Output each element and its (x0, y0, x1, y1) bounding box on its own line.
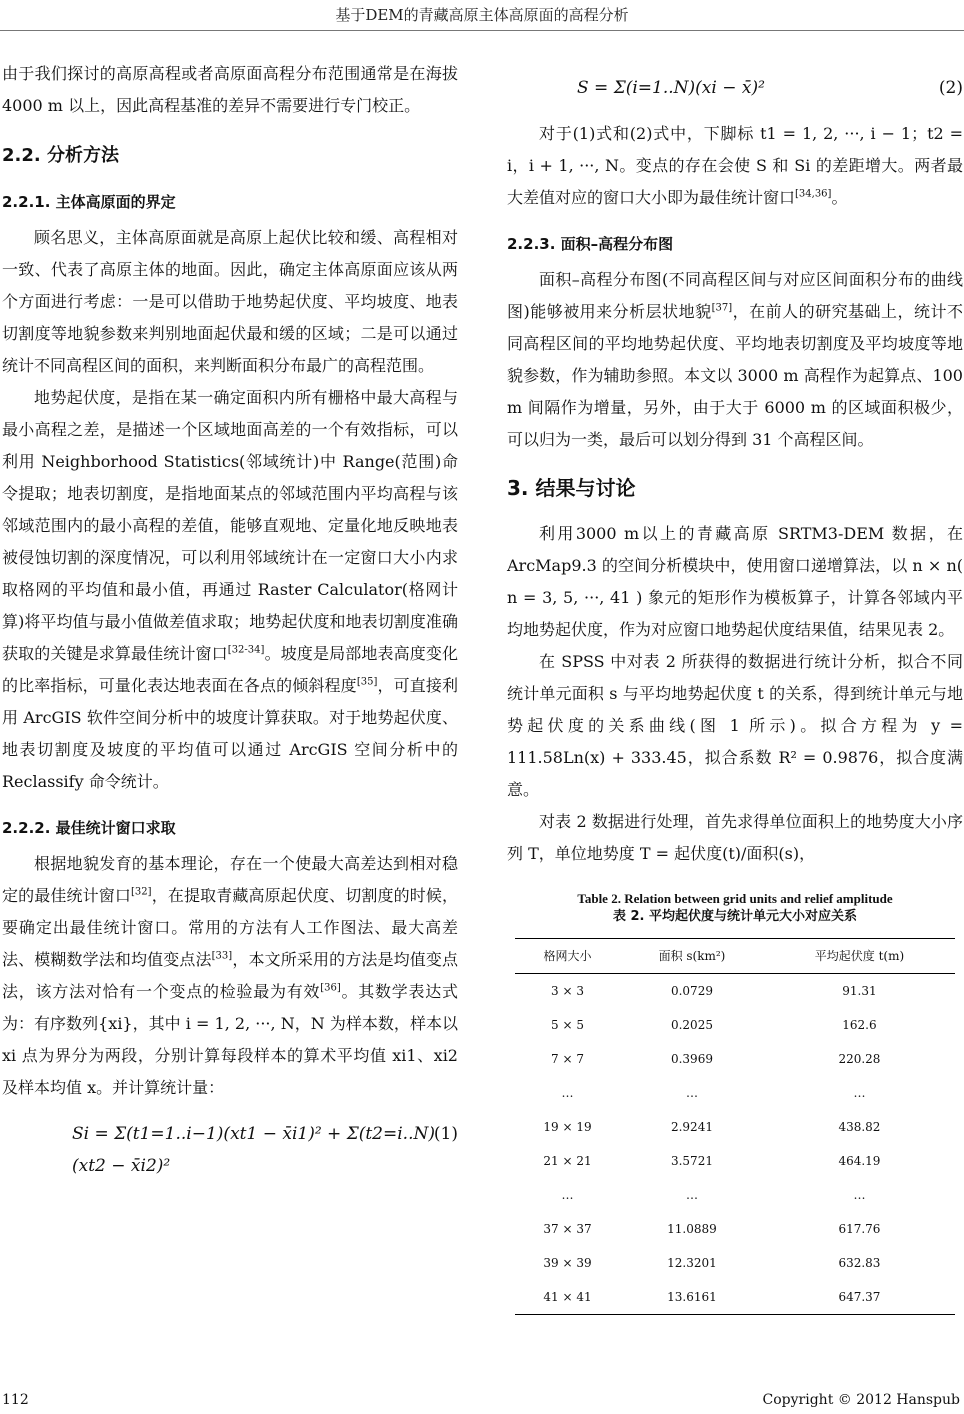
citation-32: [32] (131, 886, 152, 898)
table-cell: 162.6 (842, 1018, 877, 1032)
table-row (515, 1280, 955, 1315)
paragraph-relief-amplitude (2, 382, 458, 798)
section-3-heading: 3. 结果与讨论 (507, 476, 636, 500)
formula-1-expression: Si = Σ(t1=1..i−1)(xt1 − x̄i1)² + Σ(t2=i..N)(xt2 − x̄i2)² (72, 1124, 435, 1176)
table-cell: 438.82 (838, 1120, 881, 1134)
window-text-d: 。其数学表达式为：有序数列{xi}，其中 i = 1, 2, ···, N，N 为样本数，样本以 xi 点为界分为两段，分别计算每段样本的算术平均值 xi1、xi2 及样本均值 x。并计算统计量： (2, 982, 458, 1097)
table-row (515, 974, 955, 1009)
table-row (515, 1076, 955, 1110)
page-number: 112 (2, 1392, 29, 1408)
table-cell: 0.2025 (670, 1018, 713, 1032)
paragraph-spss-fit: 在 SPSS 中对表 2 所获得的数据进行统计分析，拟合不同统计单元面积 s 与平均地势起伏度 t 的关系，得到统计单元与地势起伏度的关系曲线(图 1 所示)。拟合方程为 y = 111.58Ln(x) + 333.45，拟合系数 R² = 0.9876，拟合度满意。 (507, 652, 963, 799)
relief-table (515, 938, 955, 1315)
running-title: 基于DEM的青藏高原主体高原面的高程分析 (335, 6, 629, 24)
table-cell: … (685, 1188, 698, 1202)
table-cell: … (853, 1188, 866, 1202)
table-cell: … (685, 1086, 698, 1100)
table-cell: 37 × 37 (543, 1222, 592, 1236)
paragraph-unit-relief: 对表 2 数据进行处理，首先求得单位面积上的地势度大小序列 T，单位地势度 T = 起伏度(t)/面积(s)， (507, 812, 963, 863)
table-cell: 41 × 41 (543, 1290, 592, 1304)
table-cell: … (561, 1188, 574, 1202)
table-cell: 632.83 (838, 1256, 881, 1270)
table-2-caption-cn: 表 2. 平均起伏度与统计单元大小对应关系 (612, 909, 858, 924)
formula-2-expression: S = Σ(i=1..N)(xi − x̄)² (577, 78, 765, 98)
table-cell: 464.19 (838, 1154, 881, 1168)
table-row (515, 1144, 955, 1178)
section-2-2-1-heading: 2.2.1. 主体高原面的界定 (2, 193, 176, 211)
header-rule (0, 30, 964, 31)
window-text-a: 根据地貌发育的基本理论，存在一个使最大高差达到相对稳定的最佳统计窗口 (2, 854, 458, 905)
table-cell: 2.9241 (670, 1120, 713, 1134)
table-row (515, 1008, 955, 1042)
table-cell: 5 × 5 (551, 1018, 584, 1032)
table-cell: 39 × 39 (543, 1256, 592, 1270)
window-text-c: ，本文所采用的方法是均值变点法，该方法对恰有一个变点的检验最为有效 (2, 950, 458, 1001)
relief-text-b: 。坡度是局部地表高度变化的比率指标，可量化表达地表面在各点的倾斜程度 (2, 644, 458, 695)
header-grid-size: 格网大小 (543, 949, 592, 963)
intro-paragraph: 由于我们探讨的高原高程或者高原面高程分布范围通常是在海拔 4000 m 以上，因此高程基准的差异不需要进行专门校正。 (2, 64, 458, 115)
window-text-b: ，在提取青藏高原起伏度、切割度的时候，要确定出最佳统计窗口。常用的方法有人工作图法、最大高差法、模糊数学法和均值变点法 (2, 886, 458, 969)
table-cell: 19 × 19 (543, 1120, 592, 1134)
table-cell: 3.5721 (670, 1154, 713, 1168)
area-text-a: 面积–高程分布图(不同高程区间与对应区间面积分布的曲线图)能够被用来分析层状地貌 (507, 270, 963, 321)
formula-2-number: (2) (938, 78, 963, 98)
table-cell: 12.3201 (667, 1256, 717, 1270)
table-2 (507, 890, 963, 1315)
relief-text-c: ，可直接利用 ArcGIS 软件空间分析中的坡度计算获取。对于地势起伏度、地表切割度及坡度的平均值可以通过 ArcGIS 空间分析中的 Reclassify 命令统计。 (2, 676, 458, 791)
table-2-caption-en: Table 2. Relation between grid units and relief amplitude (577, 891, 893, 906)
table-row (515, 1212, 955, 1246)
table-cell: 3 × 3 (551, 984, 584, 998)
table-row (515, 1246, 955, 1280)
table-cell: … (561, 1086, 574, 1100)
table-cell: 11.0889 (667, 1222, 717, 1236)
table-cell: 91.31 (842, 984, 877, 998)
table-row (515, 1178, 955, 1212)
paragraph-area-elevation (507, 264, 963, 456)
formula-1 (2, 1104, 458, 1176)
table-header-row (515, 939, 955, 974)
paragraph-subscript-explanation (507, 118, 963, 214)
table-cell: 13.6161 (667, 1290, 717, 1304)
citation-36: [36] (320, 982, 341, 994)
left-column (2, 58, 458, 1176)
table-cell: 617.76 (838, 1222, 881, 1236)
header-relief: 平均起伏度 t(m) (814, 949, 905, 963)
section-2-2-2-heading: 2.2.2. 最佳统计窗口求取 (2, 819, 176, 837)
subscript-text: 对于(1)式和(2)式中，下脚标 t1 = 1, 2, ···, i − 1；t2 = i，i + 1, ···, N。变点的存在会使 S 和 Si 的差距增大。两者最大差值对应的窗口大小即为最佳统计窗口 (507, 124, 963, 207)
paragraph-optimal-window (2, 848, 458, 1104)
subscript-text-end: 。 (831, 188, 848, 207)
area-text-b: ，在前人的研究基础上，统计不同高程区间的平均地势起伏度、平均地表切割度及平均坡度等地貌参数，作为辅助参照。本文以 3000 m 高程作为起算点、100 m 间隔作为增量，另外，由于大于 6000 m 的区域面积极少，可以归为一类，最后可以划分得到 31 个高程区间。 (507, 302, 963, 449)
table-cell: 220.28 (838, 1052, 881, 1066)
formula-1-number: (1) (433, 1124, 458, 1144)
paragraph-plateau-definition: 顾名思义，主体高原面就是高原上起伏比较和缓、高程相对一致、代表了高原主体的地面。因此，确定主体高原面应该从两个方面进行考虑：一是可以借助于地势起伏度、平均坡度、地表切割度等地貌参数来判别地面起伏最和缓的区域；二是可以通过统计不同高程区间的面积，来判断面积分布最广的高程范围。 (2, 228, 458, 375)
citation-37: [37] (711, 302, 733, 314)
table-cell: 647.37 (838, 1290, 881, 1304)
table-cell: 0.0729 (670, 984, 713, 998)
citation-32-34: [32-34] (227, 644, 265, 656)
citation-35: [35] (356, 676, 378, 688)
paragraph-results-method: 利用3000 m以上的青藏高原 SRTM3-DEM 数据，在 ArcMap9.3 的空间分析模块中，使用窗口递增算法，以 n × n( n = 3, 5, ···, 41 ) 象元的矩形作为模板算子，计算各邻域内平均地势起伏度，作为对应窗口地势起伏度结果值，结果见表 2。 (507, 524, 963, 639)
header-area: 面积 s(km²) (658, 949, 726, 963)
formula-2 (507, 58, 963, 118)
citation-33: [33] (211, 950, 233, 962)
table-row (515, 1042, 955, 1076)
right-column (507, 58, 963, 1315)
table-cell: 21 × 21 (543, 1154, 592, 1168)
copyright: Copyright © 2012 Hanspub (762, 1392, 960, 1408)
table-row (515, 1110, 955, 1144)
table-cell: … (853, 1086, 866, 1100)
table-cell: 0.3969 (670, 1052, 713, 1066)
table-cell: 7 × 7 (551, 1052, 584, 1066)
relief-text-a: 地势起伏度，是指在某一确定面积内所有栅格中最大高程与最小高程之差，是描述一个区域地面高差的一个有效指标，可以利用 Neighborhood Statistics(邻域统计)中 Range(范围)命令提取；地表切割度，是指地面某点的邻域范围内平均高程与该邻域范围内的最小高程的差值，能够直观地、定量化地反映地表被侵蚀切割的深度情况，可以利用邻域统计在一定窗口大小内求取格网的平均值和最小值，再通过 Raster Calculator(格网计算)将平均值与最小值做差值求取；地势起伏度和地表切割度准确获取的关键是求算最佳统计窗口 (2, 388, 458, 663)
citation-34-36: [34,36] (795, 188, 832, 200)
section-2-2-3-heading: 2.2.3. 面积–高程分布图 (507, 235, 674, 253)
section-2-2-heading: 2.2. 分析方法 (2, 145, 119, 166)
